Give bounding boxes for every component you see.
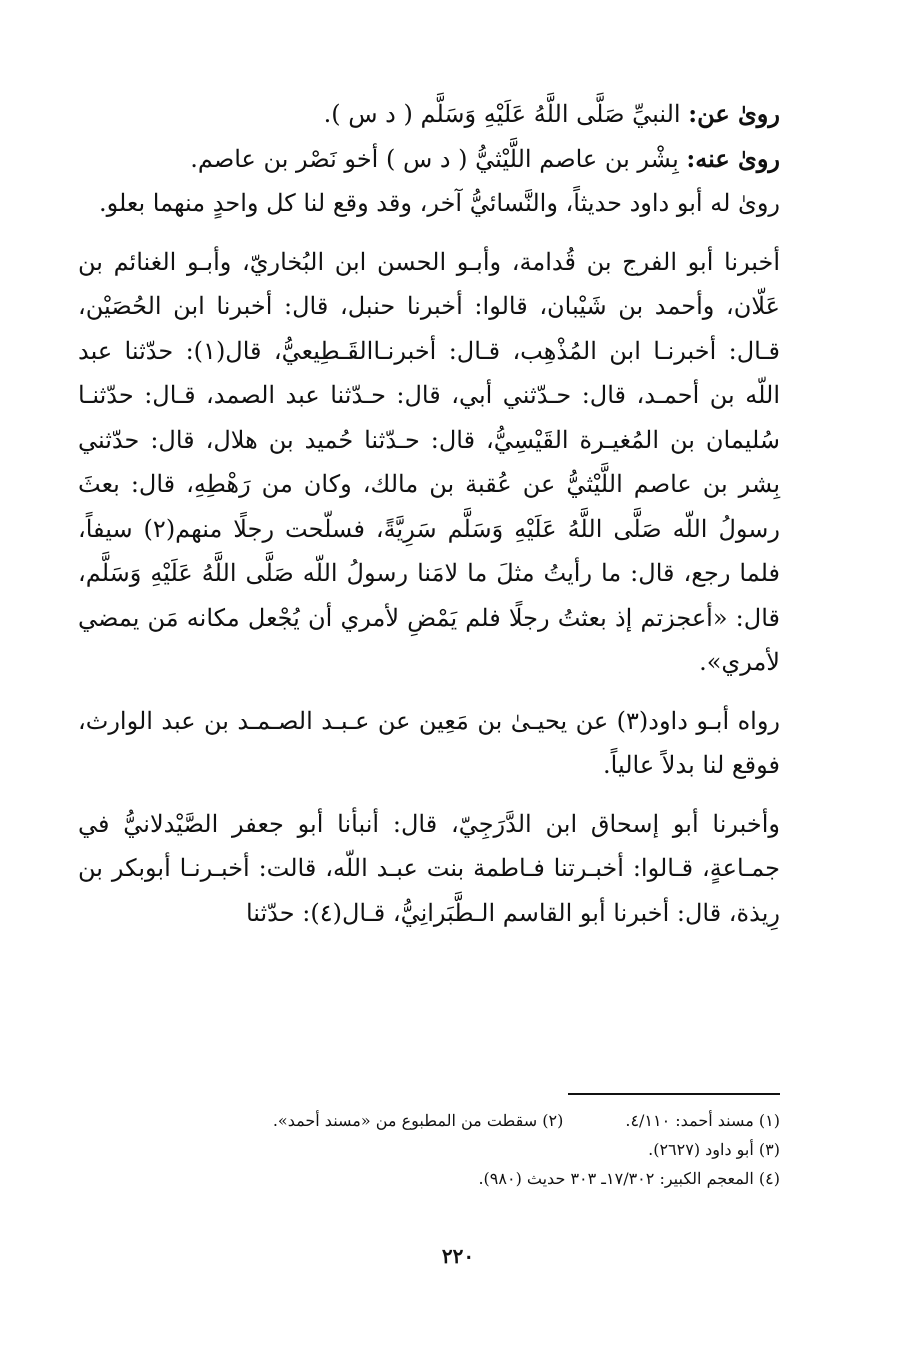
paragraph-4: وأخبرنا أبو إسحاق ابن الدَّرَجِيّ، قال: أنبأنا أبو جعفر الصَّيْدلانيُّ في جمـاعةٍ، قـالوا: أخبـرتنا فـاطمة بنت عبـد اللّه، قالت: أخبـرنـا أبوبكر بن رِيذة، قال: أخبرنا أبو القاسم الـطَّبَرانِيُّ، قـال(٤): حدّثنا bbox=[78, 809, 780, 927]
paragraph-1: رویٰ له أبو داود حديثاً، والنَّسائيُّ آخر، وقد وقع لنا كل واحدٍ منهما بعلو. bbox=[98, 189, 780, 217]
footnote-row bbox=[272, 1106, 780, 1135]
page-number: ٢٢٠ bbox=[441, 1244, 475, 1268]
footnote-2: (٢) سقطت من المطبوع من «مسند أحمد». bbox=[272, 1111, 564, 1130]
narrated-from-text: النبيِّ صَلَّى اللَّهُ عَلَيْهِ وَسَلَّم ( د س ). bbox=[323, 100, 681, 128]
paragraph-2: أخبرنا أبو الفرج بن قُدامة، وأبـو الحسن ابن البُخاريّ، وأبـو الغنائم بن عَلّان، وأحمد بن شَيْبان، قالوا: أخبرنا حنبل، قال: أخبرنا ابن الحُصَيْن، قـال: أخبرنـا ابن المُذْهِب، قـال: أخبرنـاالقَـطِيعيُّ، قال(١): حدّثنا عبد اللّه بن أحمـد، قال: حـدّثني أبي، قال: حـدّثنا عبد الصمد، قـال: حدّثنـا سُليمان بن المُغيـرة القَيْسِيُّ، قال: حـدّثنا حُميد بن هلال، قال: حدّثني بِشر بن عاصم اللَّيْثيُّ عن عُقبة بن مالك، وكان من رَهْطِهِ، قال: بعثَ رسولُ اللّه صَلَّى اللَّهُ عَلَيْهِ وَسَلَّم سَرِيَّةً، فسلّحت رجلًا منهم(٢) سيفاً، فلما رجع، قال: ما رأيتُ مثلَ ما لامَنا رسولُ اللّه صَلَّى اللَّهُ عَلَيْهِ وَسَلَّم، قال: «أعجزتم إذ بعثتُ رجلًا فلم يَمْضِ لأمري أن يُجْعل مكانه مَن يمضي لأمري». bbox=[78, 247, 781, 676]
footnote-1: (١) مسند أحمد: ٤/١١٠. bbox=[625, 1111, 780, 1130]
narrated-from-line bbox=[78, 92, 780, 137]
footnote-divider bbox=[568, 1093, 780, 1095]
footnote-3: (٣) أبو داود (٢٦٢٧). bbox=[648, 1140, 780, 1159]
paragraph-3: رواه أبـو داود(٣) عن يحيـىٰ بن مَعِين عن عـبـد الصـمـد بن عبد الوارث، فوقع لنا بدلاً عالياً. bbox=[78, 706, 780, 779]
main-text bbox=[78, 92, 780, 935]
narrated-by-label: رویٰ عنه: bbox=[686, 143, 780, 173]
narrated-by-text: بِشْر بن عاصم اللَّيْثيُّ ( د س ) أخو نَصْر بن عاصم. bbox=[190, 144, 679, 173]
footnote-4: (٤) المعجم الكبير: ١٧/٣٠٢ـ ٣٠٣ حديث (٩٨٠). bbox=[478, 1169, 780, 1188]
narrated-from-label: رویٰ عن: bbox=[688, 99, 780, 128]
footnotes bbox=[272, 1106, 780, 1193]
narrated-by-line bbox=[78, 137, 780, 182]
